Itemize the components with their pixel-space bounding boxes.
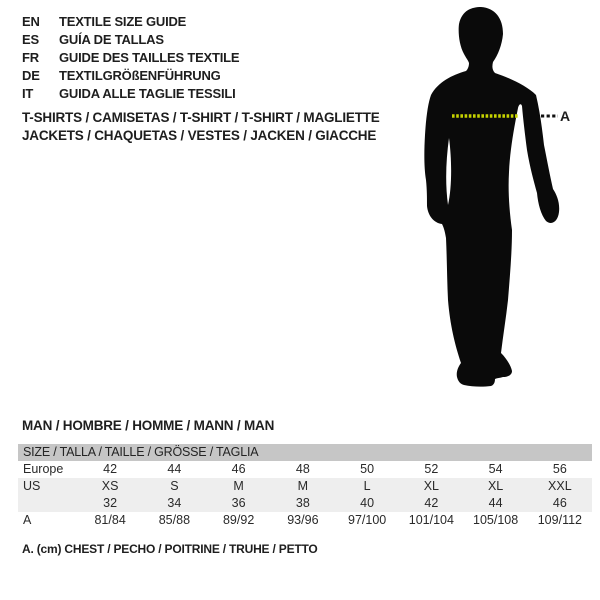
language-code: IT — [22, 86, 34, 101]
size-table — [18, 444, 592, 529]
table-row-europe — [18, 461, 592, 478]
size-value: 50 — [360, 462, 375, 476]
size-value: 44 — [167, 462, 182, 476]
size-value: 42 — [424, 496, 439, 510]
table-row-us — [18, 478, 592, 495]
language-title: GUIDA ALLE TAGLIE TESSILI — [59, 86, 236, 101]
size-value: 42 — [103, 462, 118, 476]
size-value: 46 — [552, 496, 567, 510]
language-code: FR — [22, 50, 39, 65]
row-label: A — [23, 513, 32, 527]
size-value: 46 — [231, 462, 246, 476]
size-value: S — [170, 479, 179, 493]
size-value: 54 — [488, 462, 503, 476]
size-value: XL — [423, 479, 440, 493]
row-label: US — [23, 479, 41, 493]
size-value: 48 — [295, 462, 310, 476]
language-title: TEXTILGRÖßENFÜHRUNG — [59, 68, 221, 83]
size-value: 44 — [488, 496, 503, 510]
size-value: 81/84 — [94, 513, 126, 527]
language-title: TEXTILE SIZE GUIDE — [59, 14, 187, 29]
row-label: Europe — [23, 462, 64, 476]
section-title-man: MAN / HOMBRE / HOMME / MANN / MAN — [22, 418, 275, 433]
size-value: 34 — [167, 496, 182, 510]
size-value: 105/108 — [473, 513, 519, 527]
size-table-header: SIZE / TALLA / TAILLE / GRÖSSE / TAGLIA — [18, 444, 592, 461]
size-value: XL — [487, 479, 504, 493]
size-value: M — [233, 479, 244, 493]
language-code: EN — [22, 14, 40, 29]
language-code: ES — [22, 32, 39, 47]
size-value: 36 — [231, 496, 246, 510]
size-value: 85/88 — [158, 513, 191, 527]
category-line-tshirts: T-SHIRTS / CAMISETAS / T-SHIRT / T-SHIRT / MAGLIETTE — [22, 110, 380, 125]
row-label — [18, 495, 78, 512]
man-silhouette — [424, 7, 559, 387]
size-value: XS — [101, 479, 119, 493]
table-row-chest-cm — [18, 512, 592, 529]
chest-measurement-footnote: A. (cm) CHEST / PECHO / POITRINE / TRUHE / PETTO — [22, 542, 318, 556]
size-value: 52 — [424, 462, 439, 476]
size-value: L — [363, 479, 371, 493]
size-value: 93/96 — [287, 513, 319, 527]
language-code: DE — [22, 68, 40, 83]
language-title: GUIDE DES TAILLES TEXTILE — [59, 50, 240, 65]
language-title: GUÍA DE TALLAS — [59, 32, 164, 47]
size-value: 97/100 — [348, 513, 387, 527]
table-row-numeric — [18, 495, 592, 512]
measurement-label-a: A — [560, 108, 571, 124]
size-value: 32 — [103, 496, 118, 510]
size-value: 38 — [295, 496, 310, 510]
size-value: 56 — [552, 462, 567, 476]
size-value: M — [297, 479, 309, 493]
size-value: 40 — [360, 496, 375, 510]
size-value: 101/104 — [408, 513, 454, 527]
category-line-jackets: JACKETS / CHAQUETAS / VESTES / JACKEN / GIACCHE — [22, 128, 377, 143]
size-value: 109/112 — [537, 513, 582, 527]
size-value: 89/92 — [222, 513, 255, 527]
size-value: XXL — [548, 479, 572, 493]
